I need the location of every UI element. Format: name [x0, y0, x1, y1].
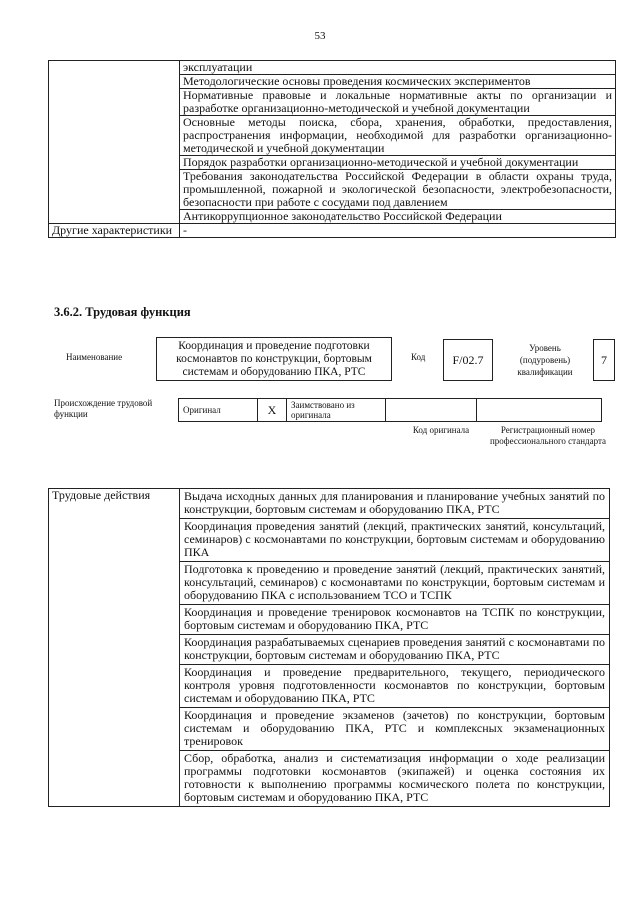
knowledge-item: Требования законодательства Российской Федерации в области охраны труда, промышленной, пожарной и экологической безопасности, электробезопасности, безопасности при работе с сосудами под давлением [180, 170, 616, 210]
labor-action-item: Координация и проведение тренировок космонавтов на ТСПК по конструкции, бортовым системам и оборудованию ПКА, РТС [180, 605, 610, 635]
labor-action-item: Сбор, обработка, анализ и систематизация информации о ходе реализации программы подготовки космонавтов (экипажей) и оценка состояния их готовности к выполнению программы космического полета по конструкции, бортовым системам и оборудованию ПКА, РТС [180, 751, 610, 807]
labor-action-item: Координация разрабатываемых сценариев проведения занятий с космонавтами по конструкции, бортовым системам и оборудованию ПКА, РТС [180, 635, 610, 665]
qualification-level-label: Уровень (подуровень) квалификации [517, 343, 573, 377]
origin-label: Происхождение трудовой функции [54, 398, 153, 419]
labor-action-item: Координация и проведение предварительного, текущего, периодического контроля уровня подготовленности космонавтов по конструкции, бортовым системам и оборудованию ПКА, РТС [180, 665, 610, 708]
original-label: Оригинал [179, 399, 258, 422]
name-label: Наименование [66, 352, 123, 362]
other-characteristics-label: Другие характеристики [49, 224, 180, 238]
qualification-level-box: 7 [593, 339, 615, 381]
reg-number-label: Регистрационный номер профессионального стандарта [489, 425, 607, 446]
origin-table [178, 398, 602, 422]
reg-number-cell [477, 399, 602, 422]
labor-action-item: Выдача исходных данных для планирования и планирование учебных занятий по конструкции, бортовым системам и оборудованию ПКА, РТС [180, 489, 610, 519]
original-mark: X [258, 399, 287, 422]
empty-label-cell [49, 61, 180, 224]
borrowed-label: Заимствовано из оригинала [287, 399, 386, 422]
section-title: 3.6.2. Трудовая функция [54, 305, 191, 319]
knowledge-item: Нормативные правовые и локальные нормативные акты по организации и разработке организационно-методической и учебной документации [180, 89, 616, 116]
page-number: 53 [314, 30, 326, 42]
knowledge-item: Порядок разработки организационно-методической и учебной документации [180, 156, 616, 170]
labor-actions-table [48, 488, 610, 807]
knowledge-item: Основные методы поиска, сбора, хранения, обработки, предоставления, распространения информации, необходимой для разработки организационно-методической и учебной документации [180, 116, 616, 156]
function-code-box: F/02.7 [443, 339, 493, 381]
knowledge-item: эксплуатации [180, 61, 616, 75]
labor-action-item: Подготовка к проведению и проведение занятий (лекций, практических занятий, консультаций, семинаров) с космонавтами по конструкции, бортовым системам и оборудованию ПКА с использованием ТСО и ТСПК [180, 562, 610, 605]
code-label: Код [411, 352, 426, 362]
labor-action-item: Координация проведения занятий (лекций, практических занятий, консультаций, семинаров) с космонавтами по конструкции, бортовым системам и оборудованию ПКА [180, 519, 610, 562]
knowledge-table-continuation [48, 60, 616, 238]
labor-actions-label: Трудовые действия [49, 489, 180, 807]
function-name-box: Координация и проведение подготовки космонавтов по конструкции, бортовым системам и оборудованию ПКА, РТС [156, 337, 392, 381]
knowledge-item: Антикоррупционное законодательство Российской Федерации [180, 210, 616, 224]
labor-action-item: Координация и проведение экзаменов (зачетов) по конструкции, бортовым системам и оборудованию ПКА, РТС и комплексных экзаменационных тренировок [180, 708, 610, 751]
knowledge-item: Методологические основы проведения космических экспериментов [180, 75, 616, 89]
other-characteristics-value: - [180, 224, 616, 238]
code-original-label: Код оригинала [412, 425, 470, 435]
code-original-cell [386, 399, 477, 422]
